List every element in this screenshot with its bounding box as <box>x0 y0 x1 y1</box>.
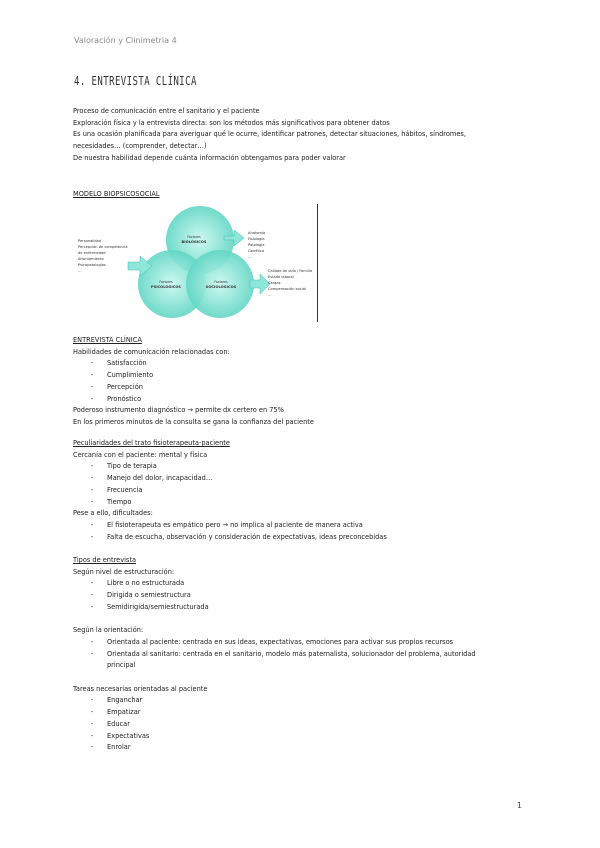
left-list-item: Personalidad <box>78 239 102 243</box>
list-item: - Libre o no estructurada <box>73 578 476 590</box>
peculiaridades-heading: Peculiaridades del trato fisioterapeuta-paciente <box>73 439 230 447</box>
list-item: - Orientada al paciente: centrada en sus ideas, expectativas, emociones para activar sus propios recursos <box>73 637 476 649</box>
entrevista-heading: ENTREVISTA CLÍNICA <box>73 336 142 344</box>
circle-bio-label-1: Factores <box>187 235 201 239</box>
intro-line: Proceso de comunicación entre el sanitario y el paciente <box>73 107 260 115</box>
intro-line: necesidades… (comprender, detectar…) <box>73 142 207 151</box>
entrevista-section <box>73 335 314 429</box>
intro-line: De nuestra habilidad depende cuánta información obtengamos para poder valorar <box>73 153 346 162</box>
biopsychosocial-diagram <box>74 204 324 322</box>
left-list-item: Psicopatologías <box>78 263 106 267</box>
left-list-item: Afrontamiento <box>78 257 104 261</box>
right-top-item: … <box>248 255 252 259</box>
page-number: 1 <box>516 801 522 810</box>
right-top-item: Fisiología <box>248 237 265 241</box>
list-item: - Expectativas <box>73 731 476 743</box>
right-top-item: Anatomía <box>248 231 266 235</box>
page-header: Valoración y Clinimetria 4 <box>74 36 177 45</box>
left-list-item: Percepción de competencia <box>78 245 128 249</box>
circle-sociological <box>186 250 254 318</box>
list-item-continuation: principal <box>107 661 136 670</box>
circle-psi-label-1: Factores <box>159 280 173 284</box>
tipos-heading: Tipos de entrevista <box>73 556 136 564</box>
list-item: - Semidirigida/semiestructurada <box>73 602 476 614</box>
right-bottom-item: Calidad de vida / Familia <box>268 269 312 273</box>
section-title: 4. ENTREVISTA CLÍNICA <box>74 73 197 88</box>
modelo-heading: MODELO BIOPSICOSOCIAL <box>73 190 160 198</box>
peculiaridades-section <box>73 438 387 543</box>
estructuracion-line: Según nivel de estructuración: <box>73 567 175 576</box>
intro-line: Exploración física y la entrevista directa: son los métodos más significativos para obtener datos <box>73 118 390 127</box>
right-top-item: Patología <box>248 243 265 247</box>
habilidades-line: Habilidades de comunicación relacionadas con: <box>73 347 230 356</box>
tareas-line: Tareas necesarias orientadas al paciente <box>73 684 208 693</box>
list-item: - El fisioterapeuta es empático pero → no implica al paciente de manera activa <box>73 520 387 532</box>
left-list-item: de enfermedad <box>78 251 106 255</box>
pese-line: Pese a ello, dificultades: <box>73 509 153 518</box>
list-item: - Tiempo <box>73 497 387 509</box>
list-item: - Manejo del dolor, incapacidad… <box>73 473 387 485</box>
list-item: - Orientada al sanitario: centrada en el sanitario, modelo más paternalista, solucionador del problema, autoridad <box>73 649 476 661</box>
entrevista-line: Poderoso instrumento diagnóstico → permite dx certero en 75% <box>73 406 284 415</box>
list-item: - Satisfacción <box>73 358 314 370</box>
intro-line: Es una ocasión planificada para averiguar qué le ocurre, identificar patrones, detectar situaciones, hábitos, síndromes, <box>73 130 466 139</box>
right-top-item: Genética <box>248 249 265 253</box>
intro-block <box>73 106 466 165</box>
list-item: - Enganchar <box>73 695 476 707</box>
right-bottom-item: … <box>268 293 272 297</box>
cercania-line: Cercanía con el paciente: mental y física <box>73 450 208 459</box>
list-item: - Falta de escucha, observación y consideración de expectativas, ideas preconcebidas <box>73 532 387 544</box>
left-list-item: … <box>78 269 82 273</box>
circle-bio-label-2: BIOLÓGICOS <box>181 240 207 244</box>
list-item: - Pronóstico <box>73 394 314 406</box>
list-item: - Cumplimiento <box>73 370 314 382</box>
diagram-divider <box>317 204 318 322</box>
list-item: - Tipo de terapia <box>73 461 387 473</box>
orientacion-line: Según la orientación: <box>73 626 144 635</box>
circle-psi-label-2: PSICOLÓGICOS <box>150 285 182 289</box>
list-item: - Educar <box>73 719 476 731</box>
tipos-section <box>73 555 476 754</box>
entrevista-line: En los primeros minutos de la consulta se gana la confianza del paciente <box>73 417 314 426</box>
list-item: - Percepción <box>73 382 314 394</box>
list-item: - Frecuencia <box>73 485 387 497</box>
circle-soc-label-1: Factores <box>214 280 228 284</box>
list-item: - Empatizar <box>73 707 476 719</box>
list-item: - Enrolar <box>73 742 476 754</box>
right-bottom-item: Cargas <box>268 281 281 285</box>
right-bottom-item: Compensación social <box>268 287 306 291</box>
list-item: - Dirigida o semiestructura <box>73 590 476 602</box>
circle-soc-label-2: SOCIOLÓGICOS <box>205 285 237 289</box>
right-bottom-item: Estado laboral <box>268 275 294 279</box>
